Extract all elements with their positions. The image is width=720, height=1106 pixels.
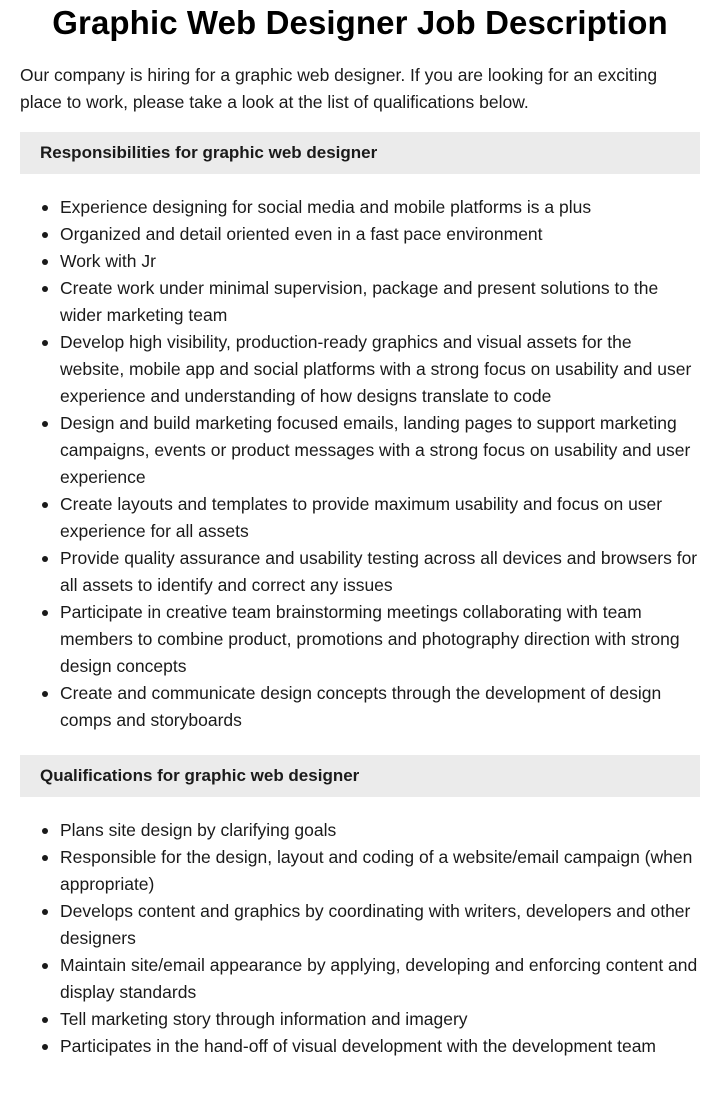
list-item: Develops content and graphics by coordinating with writers, developers and other designers — [60, 898, 700, 952]
list-item: Work with Jr — [60, 248, 700, 275]
list-item: Create work under minimal supervision, package and present solutions to the wider marketing team — [60, 275, 700, 329]
responsibilities-header — [20, 132, 700, 174]
list-item: Participate in creative team brainstorming meetings collaborating with team members to combine product, promotions and photography direction with strong design concepts — [60, 599, 700, 680]
list-item: Responsible for the design, layout and coding of a website/email campaign (when appropriate) — [60, 844, 700, 898]
list-item: Experience designing for social media and mobile platforms is a plus — [60, 194, 700, 221]
list-item: Create and communicate design concepts through the development of design comps and storyboards — [60, 680, 700, 734]
list-item: Maintain site/email appearance by applying, developing and enforcing content and display standards — [60, 952, 700, 1006]
qualifications-heading: Qualifications for graphic web designer — [40, 766, 360, 785]
responsibilities-heading: Responsibilities for graphic web designer — [40, 143, 378, 162]
list-item: Tell marketing story through information and imagery — [60, 1006, 700, 1033]
responsibilities-list — [20, 194, 700, 734]
list-item: Participates in the hand-off of visual development with the development team — [60, 1033, 700, 1060]
list-item: Provide quality assurance and usability testing across all devices and browsers for all assets to identify and correct any issues — [60, 545, 700, 599]
intro-paragraph: Our company is hiring for a graphic web designer. If you are looking for an exciting place to work, please take a look at the list of qualifications below. — [20, 65, 658, 112]
qualifications-list — [20, 817, 700, 1060]
list-item: Design and build marketing focused emails, landing pages to support marketing campaigns, events or product messages with a strong focus on usability and user experience — [60, 410, 700, 491]
list-item: Plans site design by clarifying goals — [60, 817, 700, 844]
list-item: Organized and detail oriented even in a fast pace environment — [60, 221, 700, 248]
list-item: Develop high visibility, production-ready graphics and visual assets for the website, mobile app and social platforms with a strong focus on usability and user experience and understanding of how designs translate to code — [60, 329, 700, 410]
qualifications-header — [20, 755, 700, 797]
list-item: Create layouts and templates to provide maximum usability and focus on user experience for all assets — [60, 491, 700, 545]
page-title: Graphic Web Designer Job Description — [52, 4, 668, 41]
